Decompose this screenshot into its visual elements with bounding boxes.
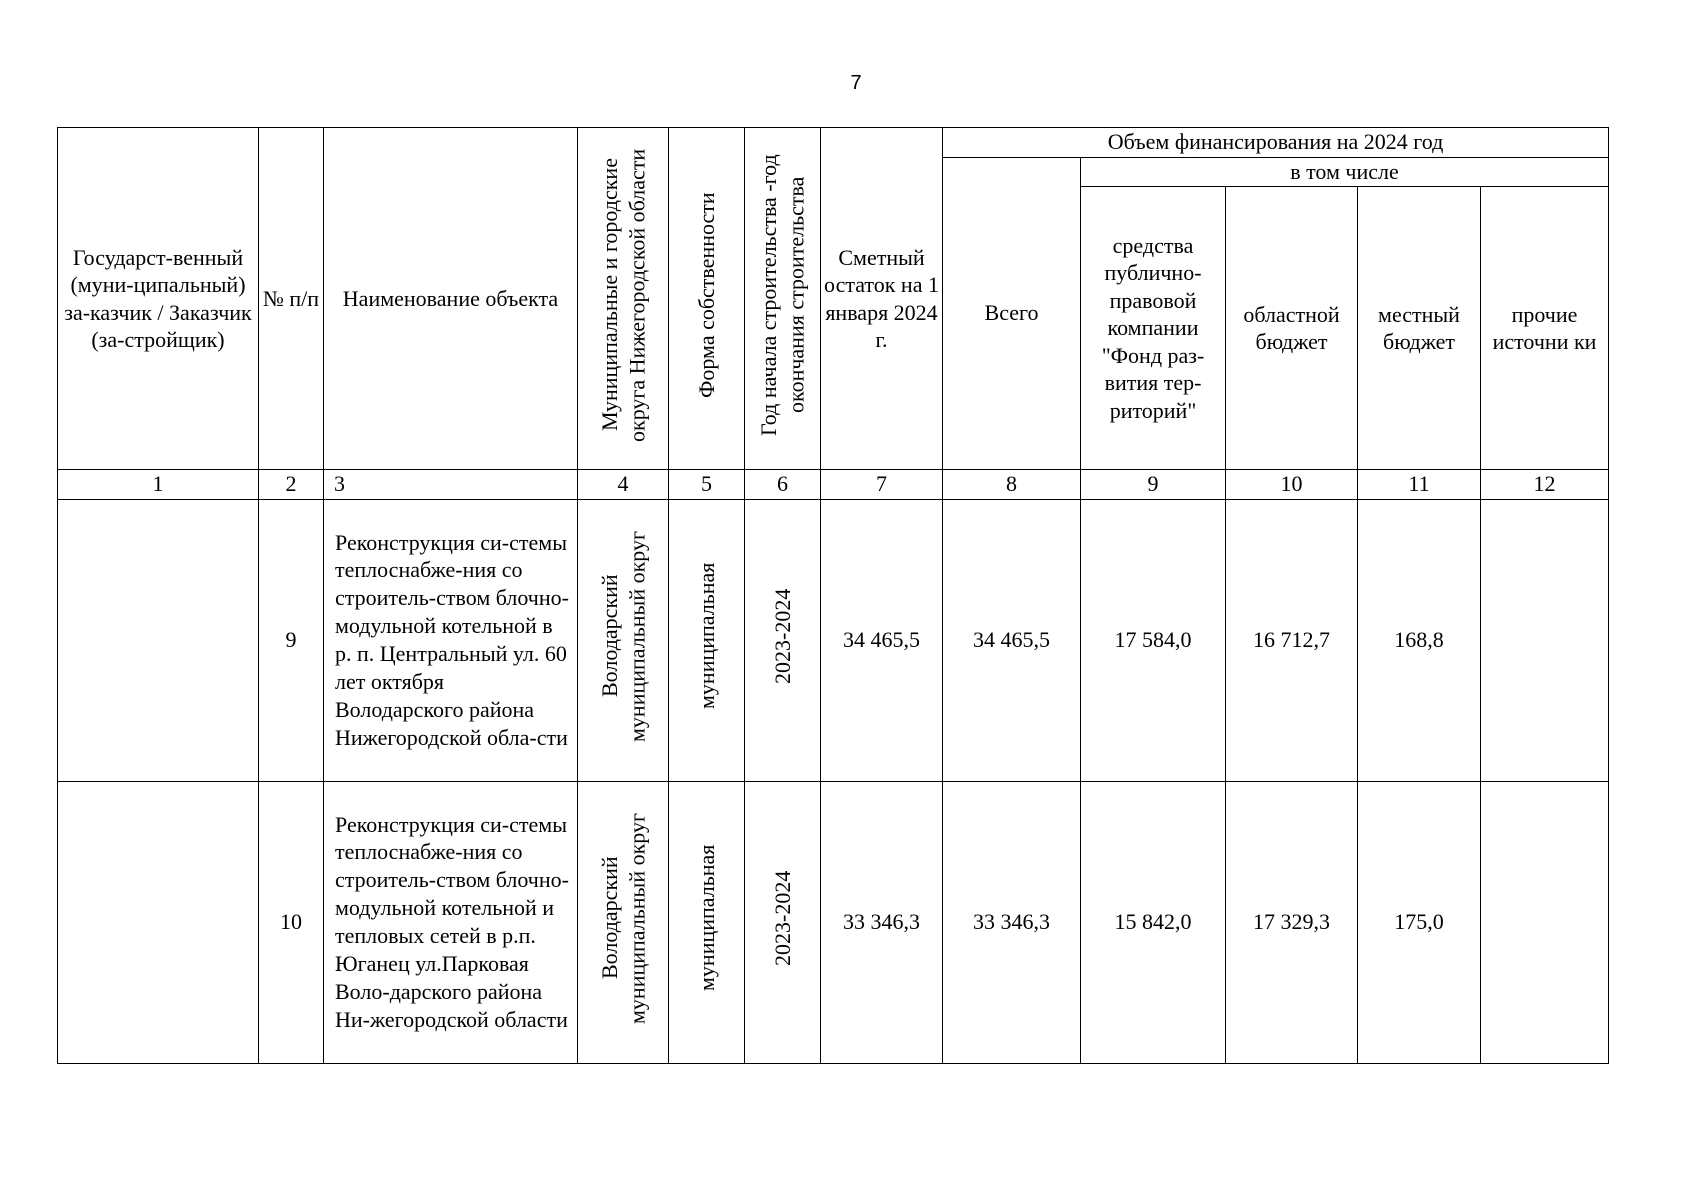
cell-years bbox=[745, 781, 821, 1063]
investment-table bbox=[57, 127, 1609, 1064]
header-estimate: Сметный остаток на 1 января 2024 г. bbox=[821, 128, 943, 470]
header-customer: Государст-венный (муни-ципальный) за-казчик / Заказчик (за-стройщик) bbox=[58, 128, 259, 470]
column-number: 4 bbox=[578, 470, 669, 500]
cell-local: 168,8 bbox=[1358, 499, 1481, 781]
cell-ownership bbox=[669, 781, 745, 1063]
cell-estimate: 33 346,3 bbox=[821, 781, 943, 1063]
cell-years-label: 2023-2024 bbox=[769, 870, 795, 967]
column-number: 12 bbox=[1481, 470, 1609, 500]
header-local: местный бюджет bbox=[1358, 187, 1481, 470]
header-including: в том числе bbox=[1081, 157, 1609, 187]
cell-ownership bbox=[669, 499, 745, 781]
header-object-name: Наименование объекта bbox=[324, 128, 578, 470]
cell-other bbox=[1481, 781, 1609, 1063]
page-number: 7 bbox=[850, 72, 862, 94]
cell-local: 175,0 bbox=[1358, 781, 1481, 1063]
cell-total: 33 346,3 bbox=[943, 781, 1081, 1063]
column-number: 3 bbox=[324, 470, 578, 500]
header-total: Всего bbox=[943, 157, 1081, 470]
cell-regional: 16 712,7 bbox=[1226, 499, 1358, 781]
cell-number: 9 bbox=[259, 499, 324, 781]
cell-ownership-label: муниципальная bbox=[693, 845, 719, 992]
column-numbers-row bbox=[58, 470, 1609, 500]
column-number: 5 bbox=[669, 470, 745, 500]
table-row bbox=[58, 781, 1609, 1063]
column-number: 9 bbox=[1081, 470, 1226, 500]
cell-municipality-label: Володарский муниципальный округ bbox=[596, 530, 649, 742]
cell-total: 34 465,5 bbox=[943, 499, 1081, 781]
cell-municipality-label: Володарский муниципальный округ bbox=[596, 812, 649, 1024]
column-number: 8 bbox=[943, 470, 1081, 500]
column-number: 10 bbox=[1226, 470, 1358, 500]
cell-municipality bbox=[578, 781, 669, 1063]
header-regional: областной бюджет bbox=[1226, 187, 1358, 470]
cell-years bbox=[745, 499, 821, 781]
cell-fund: 17 584,0 bbox=[1081, 499, 1226, 781]
cell-customer bbox=[58, 499, 259, 781]
header-number: № п/п bbox=[259, 128, 324, 470]
column-number: 2 bbox=[259, 470, 324, 500]
cell-customer bbox=[58, 781, 259, 1063]
header-funding-group: Объем финансирования на 2024 год bbox=[943, 128, 1609, 158]
cell-municipality bbox=[578, 499, 669, 781]
cell-number: 10 bbox=[259, 781, 324, 1063]
header-years-label: Год начала строительства -год окончания строительства bbox=[756, 153, 809, 436]
cell-object-name: Реконструкция си-стемы теплоснабже-ния со строитель-ством блочно-модульной котельной в р. п. Центральный ул. 60 лет октября Володарского района Нижегородской обла-сти bbox=[324, 499, 578, 781]
header-fund: средства публично-правовой компании "Фонд раз-вития тер-риторий" bbox=[1081, 187, 1226, 470]
cell-object-name: Реконструкция си-стемы теплоснабже-ния со строитель-ством блочно-модульной котельной и тепловых сетей в р.п. Юганец ул.Парковая Воло-дарского района Ни-жегородской области bbox=[324, 781, 578, 1063]
cell-years-label: 2023-2024 bbox=[769, 588, 795, 685]
column-number: 1 bbox=[58, 470, 259, 500]
cell-other bbox=[1481, 499, 1609, 781]
header-ownership-label: Форма собственности bbox=[693, 191, 719, 398]
header-municipality-label: Муниципальные и городские округа Нижегородской области bbox=[596, 148, 649, 442]
column-number: 7 bbox=[821, 470, 943, 500]
header-years bbox=[745, 128, 821, 470]
cell-ownership-label: муниципальная bbox=[693, 563, 719, 710]
column-number: 11 bbox=[1358, 470, 1481, 500]
cell-estimate: 34 465,5 bbox=[821, 499, 943, 781]
header-other: прочие источни ки bbox=[1481, 187, 1609, 470]
cell-fund: 15 842,0 bbox=[1081, 781, 1226, 1063]
table-row bbox=[58, 499, 1609, 781]
cell-regional: 17 329,3 bbox=[1226, 781, 1358, 1063]
column-number: 6 bbox=[745, 470, 821, 500]
header-ownership bbox=[669, 128, 745, 470]
header-municipality bbox=[578, 128, 669, 470]
